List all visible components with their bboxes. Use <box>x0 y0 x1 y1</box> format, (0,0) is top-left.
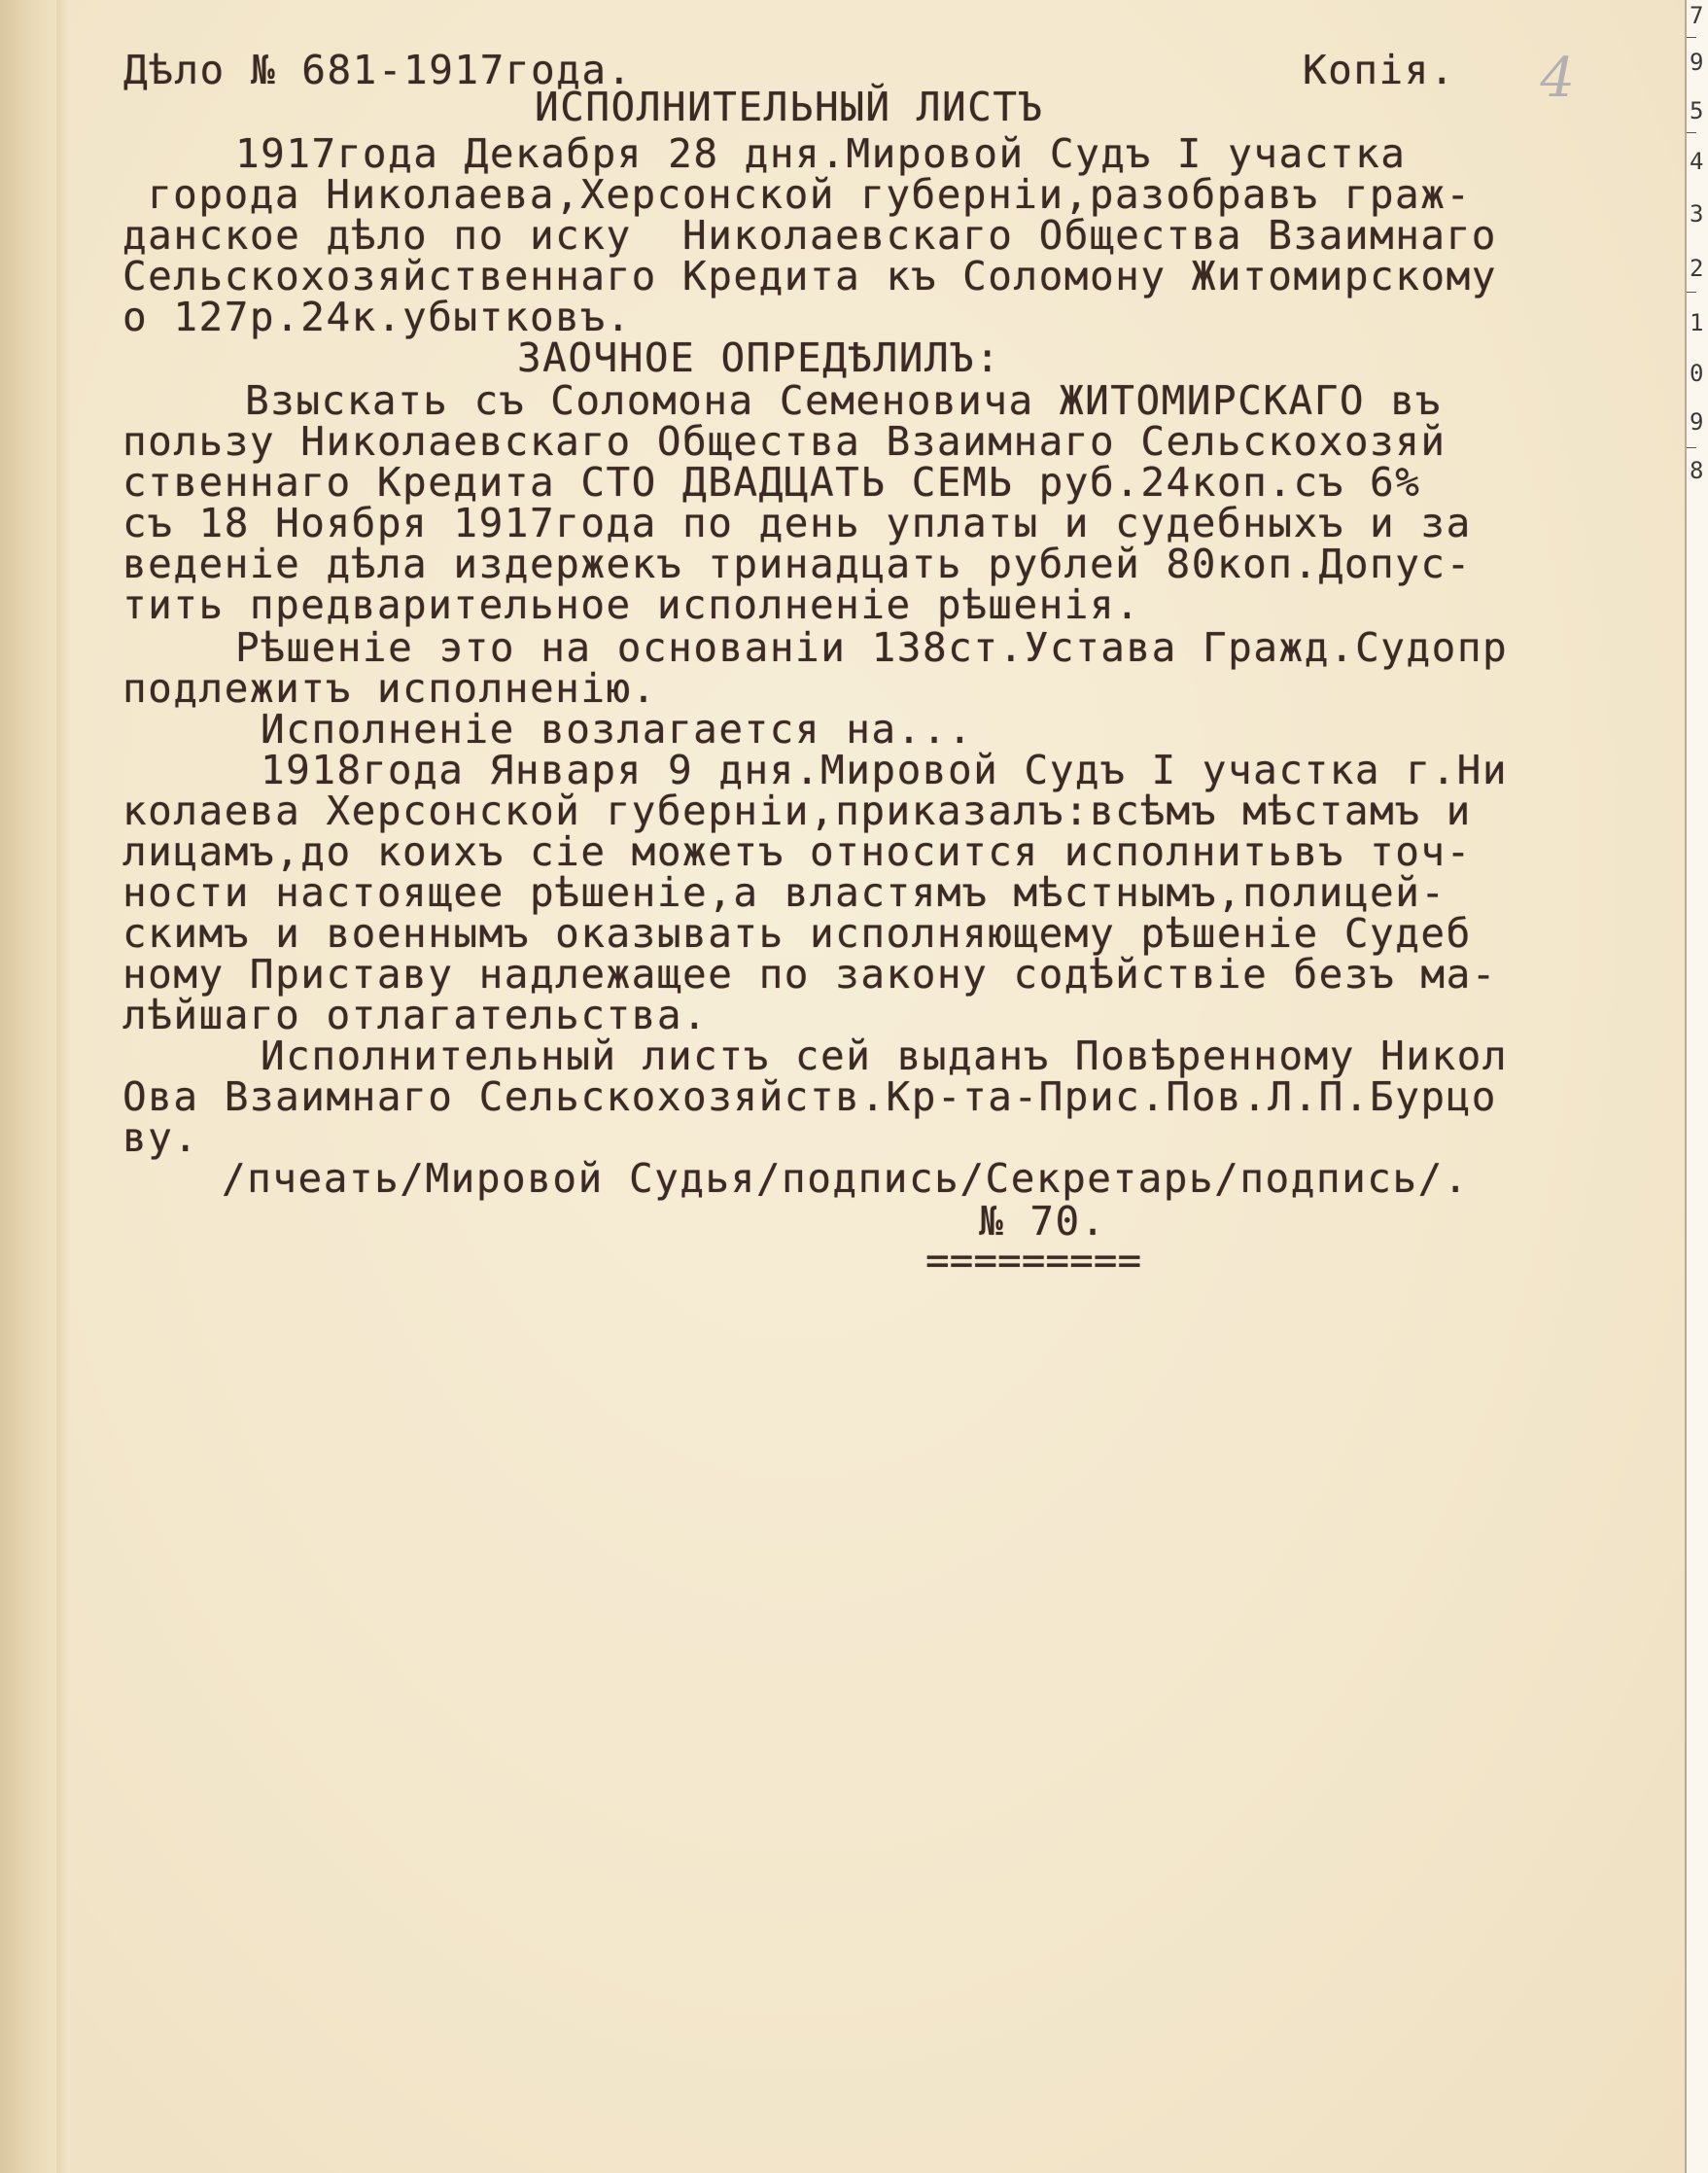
text-line-2: города Николаева,Херсонской губерніи,разобравъ граж- <box>148 171 1472 218</box>
ruler-number: 9 <box>1690 408 1704 436</box>
pencil-page-mark: 4 <box>1540 47 1575 110</box>
document-page <box>70 0 1687 2173</box>
text-line-22: лѣйшаго отлагательства. <box>122 992 709 1038</box>
ruler-number: 8 <box>1690 457 1704 484</box>
text-line-13: Рѣшеніе это на основаніи 138ст.Устава Гражд.Судопр <box>235 624 1509 671</box>
text-line-11: веденіе дѣла издержекъ тринадцать рублей 80коп.Допус- <box>122 541 1472 587</box>
ruler-number: 1 <box>1690 309 1704 336</box>
text-line-24: Ова Взаимнаго Сельскохозяйств.Кр-та-Прис.Пов.Л.П.Бурцо <box>122 1073 1497 1120</box>
case-number: Дѣло № 681-1917года. <box>123 47 633 93</box>
text-line-5: о 127р.24к.убытковъ. <box>122 294 632 340</box>
text-line-18: лицамъ,до коихъ сіе можетъ относится исполнитьвъ точ- <box>122 828 1472 875</box>
signature-line: /пчеать/Мировой Судья/подпись/Секретарь/подпись/. <box>222 1155 1470 1202</box>
ruler-number: 9 <box>1690 49 1704 76</box>
text-line-14: подлежитъ исполненію. <box>122 665 657 712</box>
text-line-3: данское дѣло по иску Николаевскаго Общества Взаимнаго <box>122 212 1497 259</box>
ruler-number: 2 <box>1690 255 1704 282</box>
text-line-17: колаева Херсонской губерніи,приказалъ:всѣмъ мѣстамъ и <box>122 788 1472 834</box>
copy-label: Копія. <box>1303 47 1456 93</box>
text-line-1: 1917года Декабря 28 дня.Мировой Судъ I участка <box>235 130 1407 177</box>
section-heading: ЗАОЧНОЕ ОПРЕДѢЛИЛЪ: <box>517 334 1001 381</box>
ruler-number: 5 <box>1690 97 1704 124</box>
text-line-12: тить предварительное исполненіе рѣшенія. <box>122 581 1141 628</box>
paper-left-edge <box>0 0 62 2173</box>
text-line-21: ному Приставу надлежащее по закону содѣйствіе безъ ма- <box>122 951 1497 998</box>
text-line-20: скимъ и военнымъ оказывать исполняющему рѣшеніе Судеб <box>122 910 1472 957</box>
ruler-number: 3 <box>1690 200 1704 228</box>
text-line-8: пользу Николаевскаго Общества Взаимнаго Сельскохозяй <box>122 418 1447 465</box>
ruler-tick <box>1687 447 1696 448</box>
ruler-number: 0 <box>1690 360 1704 387</box>
document-number: № 70. <box>979 1198 1106 1244</box>
text-line-25: ву. <box>122 1114 199 1161</box>
text-line-19: ности настоящее рѣшеніе,а властямъ мѣстнымъ,полицей- <box>122 869 1447 916</box>
text-line-15: Исполненіе возлагается на... <box>261 706 974 753</box>
text-line-7: Взыскать съ Соломона Семеновича ЖИТОМИРСКАГО въ <box>245 377 1442 424</box>
document-title: ИСПОЛНИТЕЛЬНЫЙ ЛИСТЪ <box>535 84 1044 130</box>
closing-rule: ========= <box>925 1237 1142 1283</box>
ruler-tick <box>1687 132 1696 133</box>
ruler-number: 7 <box>1690 2 1704 29</box>
text-line-16: 1918года Января 9 дня.Мировой Судъ I участка г.Ни <box>261 747 1509 793</box>
ruler-strip <box>1685 0 1708 2173</box>
ruler-tick <box>1687 292 1696 293</box>
text-line-4: Сельскохозяйственнаго Кредита къ Соломону Житомирскому <box>122 253 1497 299</box>
text-line-9: ственнаго Кредита СТО ДВАДЦАТЬ СЕМЬ руб.24коп.съ 6% <box>122 459 1421 506</box>
ruler-number: 4 <box>1690 148 1704 175</box>
paper-fold <box>56 0 70 2173</box>
text-line-23: Исполнительный листъ сей выданъ Повѣренному Никол <box>261 1033 1509 1079</box>
ruler-tick <box>1687 37 1696 38</box>
text-line-10: съ 18 Ноября 1917года по день уплаты и судебныхъ и за <box>122 500 1472 546</box>
